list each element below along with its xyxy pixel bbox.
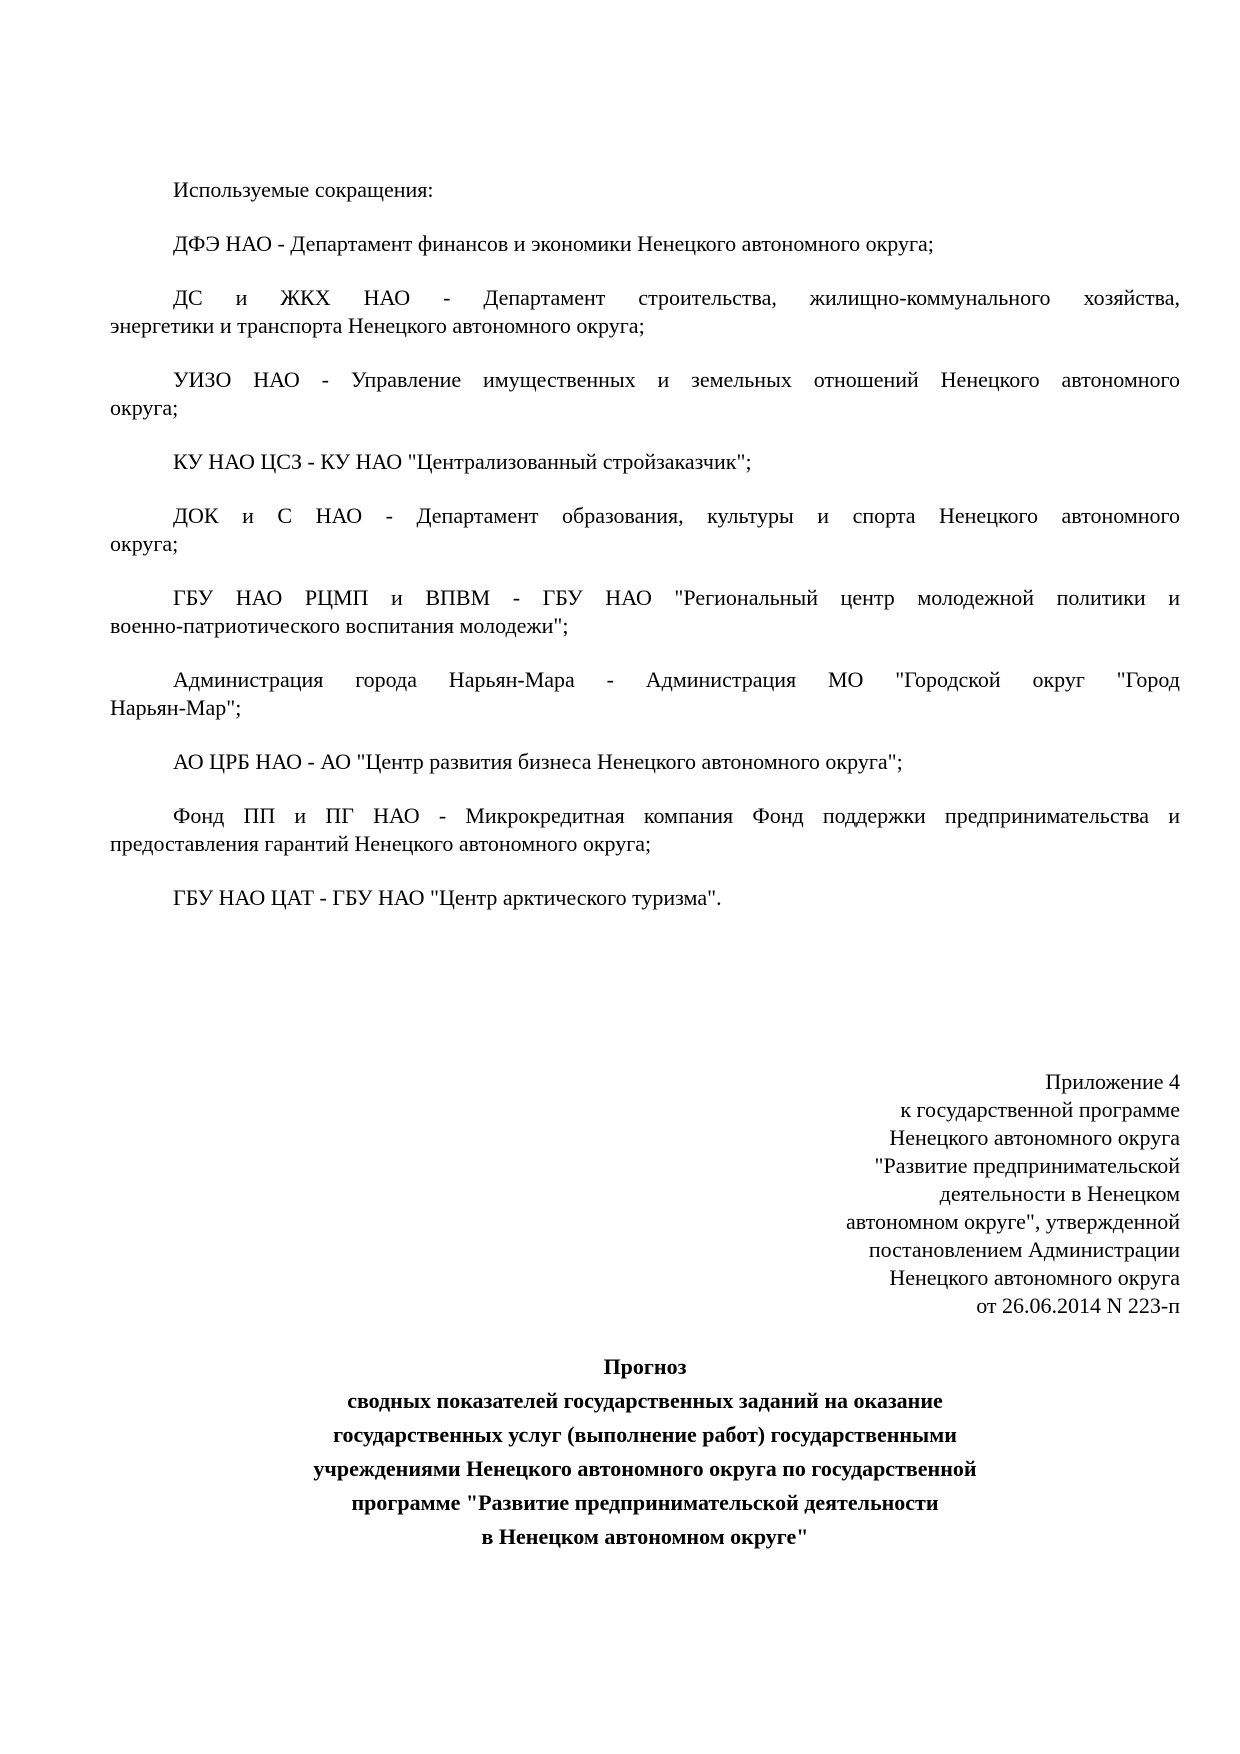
appendix-line: деятельности в Ненецком bbox=[939, 1181, 1180, 1206]
appendix-line: к государственной программе bbox=[900, 1097, 1180, 1122]
document-title-line: в Ненецком автономном округе" bbox=[481, 1524, 809, 1549]
abbreviation-paragraph bbox=[110, 448, 1180, 476]
appendix-line: Ненецкого автономного округа bbox=[889, 1265, 1180, 1290]
document-title-line: Прогноз bbox=[603, 1354, 687, 1379]
paragraph-line: ДОК и С НАО - Департамент образования, культуры и спорта Ненецкого автономного bbox=[173, 503, 1180, 528]
document-title-line: сводных показателей государственных заданий на оказание bbox=[347, 1388, 943, 1413]
paragraph-line: Администрация города Нарьян-Мара - Администрация МО "Городской округ "Город bbox=[173, 667, 1180, 692]
paragraph-line: УИЗО НАО - Управление имущественных и земельных отношений Ненецкого автономного bbox=[173, 367, 1180, 392]
appendix-line: Ненецкого автономного округа bbox=[889, 1125, 1180, 1150]
abbreviation-paragraph bbox=[110, 802, 1180, 858]
document-content bbox=[110, 0, 1180, 1554]
appendix-line: от 26.06.2014 N 223-п bbox=[976, 1293, 1180, 1318]
paragraph-line: ГБУ НАО РЦМП и ВПВМ - ГБУ НАО "Региональный центр молодежной политики и bbox=[173, 585, 1180, 610]
paragraph-line: АО ЦРБ НАО - АО "Центр развития бизнеса Ненецкого автономного округа"; bbox=[173, 749, 903, 774]
paragraph-line-continuation: округа; bbox=[110, 395, 179, 420]
paragraph-line-continuation: предоставления гарантий Ненецкого автономного округа; bbox=[110, 831, 652, 856]
paragraph-line: ДФЭ НАО - Департамент финансов и экономики Ненецкого автономного округа; bbox=[173, 231, 934, 256]
appendix-line: "Развитие предпринимательской bbox=[874, 1153, 1180, 1178]
paragraph-line: КУ НАО ЦСЗ - КУ НАО "Централизованный стройзаказчик"; bbox=[173, 449, 752, 474]
document-title bbox=[110, 1350, 1180, 1554]
paragraph-line: Используемые сокращения: bbox=[173, 177, 434, 202]
appendix-line: постановлением Администрации bbox=[868, 1237, 1180, 1262]
appendix-line: автономном округе", утвержденной bbox=[846, 1209, 1180, 1234]
abbreviation-paragraph bbox=[110, 584, 1180, 640]
paragraph-line-continuation: Нарьян-Мар"; bbox=[110, 695, 242, 720]
paragraph-line-continuation: военно-патриотического воспитания молодежи"; bbox=[110, 613, 569, 638]
abbreviation-paragraph bbox=[110, 366, 1180, 422]
paragraph-line: ДС и ЖКХ НАО - Департамент строительства, жилищно-коммунального хозяйства, bbox=[173, 285, 1180, 310]
abbreviation-paragraph bbox=[110, 666, 1180, 722]
abbreviation-paragraph bbox=[110, 284, 1180, 340]
abbreviation-paragraph bbox=[110, 230, 1180, 258]
abbreviation-paragraph bbox=[110, 748, 1180, 776]
paragraph-line: Фонд ПП и ПГ НАО - Микрокредитная компания Фонд поддержки предпринимательства и bbox=[173, 803, 1180, 828]
document-title-line: программе "Развитие предпринимательской деятельности bbox=[351, 1490, 939, 1515]
intro-paragraph bbox=[110, 176, 1180, 204]
abbreviation-paragraph bbox=[110, 502, 1180, 558]
document-title-line: учреждениями Ненецкого автономного округа по государственной bbox=[313, 1456, 977, 1481]
appendix-reference-block bbox=[110, 1068, 1180, 1320]
appendix-line: Приложение 4 bbox=[1045, 1069, 1180, 1094]
paragraph-line-continuation: энергетики и транспорта Ненецкого автономного округа; bbox=[110, 313, 645, 338]
abbreviation-paragraph bbox=[110, 884, 1180, 912]
paragraph-line: ГБУ НАО ЦАТ - ГБУ НАО "Центр арктического туризма". bbox=[173, 885, 722, 910]
document-title-line: государственных услуг (выполнение работ) государственными bbox=[333, 1422, 957, 1447]
paragraph-line-continuation: округа; bbox=[110, 531, 179, 556]
